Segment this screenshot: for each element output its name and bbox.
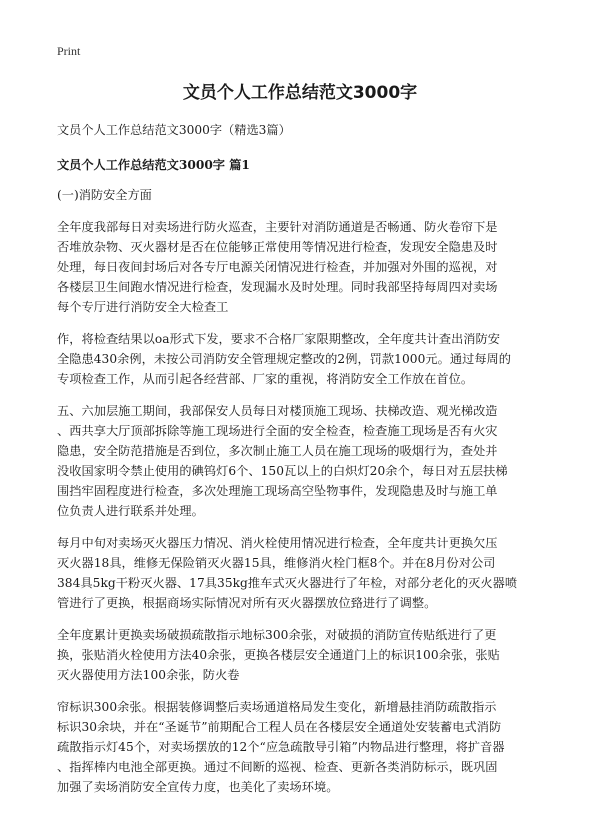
sub-heading: (一)消防安全方面 [57,188,152,202]
paragraph-line: 各楼层卫生间跑水情况进行检查，发现漏水及时处理。同时我部坚持每周四对卖场 [57,280,498,294]
paragraph-line: 疏散指示灯45个，对卖场摆放的12个“应急疏散导引箱”内物品进行整理，将扩音器 [57,740,505,754]
paragraph-line: 加强了卖场消防安全宣传力度，也美化了卖场环境。 [57,780,339,794]
paragraph-line: 、西共享大厅顶部拆除等施工现场进行全面的安全检查，检查施工现场是否有火灾 [57,424,498,438]
paragraph-line: 标识30余块，并在“圣诞节”前期配合工程人员在各楼层安全通道处安装蓄电式消防 [57,720,502,734]
document-title: 文员个人工作总结范文3000字 [182,83,418,103]
paragraph [57,401,559,521]
paragraph-line: 全隐患430余例，未按公司消防安全管理规定整改的2例，罚款1000元。通过每周的 [57,352,512,366]
paragraph-line: 作，将检查结果以oa形式下发，要求不合格厂家限期整改，全年度共计查出消防安 [57,332,501,346]
paragraph-line: 384具5kg干粉灭火器、17具35kg推车式灭火器进行了年检，对部分老化的灭火器喷 [57,576,518,590]
paragraph-line: 围挡牢固程度进行检查，多次处理施工现场高空坠物事件，发现隐患及时与施工单 [57,484,498,498]
paragraph-line: 全年度我部每日对卖场进行防火巡查，主要针对消防通道是否畅通、防火卷帘下是 [57,220,498,234]
paragraph-line: 帘标识300余张。根据装修调整后卖场通道格局发生变化，新增悬挂消防疏散指示 [57,700,497,714]
paragraph [57,533,559,613]
paragraph-line: 隐患，安全防范措施是否到位，多次制止施工人员在施工现场的吸烟行为，查处并 [57,444,498,458]
paragraph-line: 五、六加层施工期间，我部保安人员每日对楼顶施工现场、扶梯改造、观光梯改造 [57,404,498,418]
paragraph-line: 换，张贴消火栓使用方法40余张，更换各楼层安全通道门上的标识100余张，张贴 [57,648,500,662]
paragraph [57,217,559,317]
paragraph [57,697,559,797]
paragraph-line: 专项检查工作，从而引起各经营部、厂家的重视，将消防安全工作放在首位。 [57,372,474,386]
document-subtitle: 文员个人工作总结范文3000字（精选3篇） [57,123,291,137]
paragraph-line: 位负责人进行联系并处理。 [57,504,204,518]
paragraph-line: 、指挥棒内电池全部更换。通过不间断的巡视、检查、更新各类消防标示，既巩固 [57,760,498,774]
paragraph-line: 否堆放杂物、灭火器材是否在位能够正常使用等情况进行检查，发现安全隐患及时 [57,240,498,254]
paragraph [57,625,559,685]
paragraph-line: 没收国家明令禁止使用的碘钨灯6个、150瓦以上的白炽灯20余个，每日对五层扶梯 [57,464,508,478]
paragraph [57,329,559,389]
section-heading: 文员个人工作总结范文3000字 篇1 [57,158,250,172]
print-label: Print [57,44,81,58]
paragraph-line: 灭火器18具，维修无保险销灭火器15具，维修消火栓门框8个。并在8月份对公司 [57,556,496,570]
paragraph-line: 灭火器使用方法100余张，防火卷 [57,668,240,682]
paragraph-line: 每月中旬对卖场灭火器压力情况、消火栓使用情况进行检查，全年度共计更换欠压 [57,536,498,550]
paragraph-line: 管进行了更换，根据商场实际情况对所有灭火器摆放位臵进行了调整。 [57,596,437,610]
paragraph-line: 处理，每日夜间封场后对各专厅电源关闭情况进行检查，并加强对外围的巡视，对 [57,260,498,274]
paragraph-line: 每个专厅进行消防安全大检查工 [57,300,229,314]
document-body [57,120,559,809]
paragraph-line: 全年度累计更换卖场破损疏散指示地标300余张，对破损的消防宣传贴纸进行了更 [57,628,497,642]
